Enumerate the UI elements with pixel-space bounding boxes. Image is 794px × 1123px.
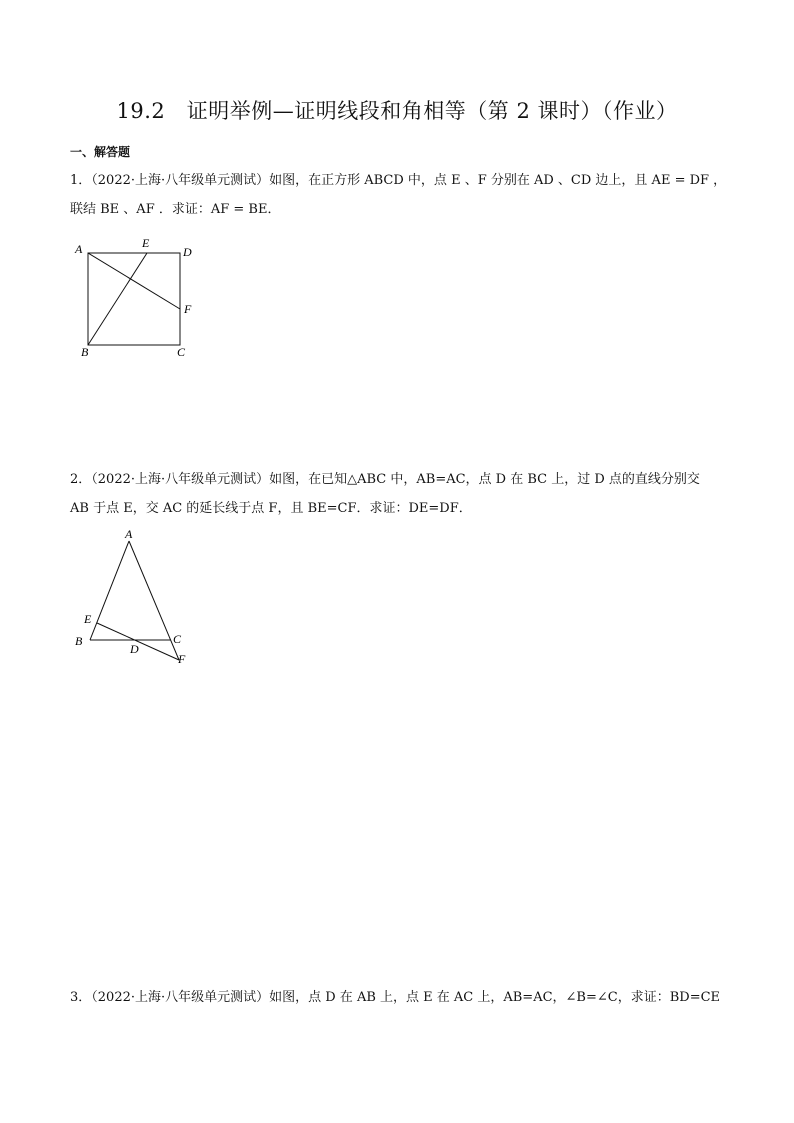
segment-af bbox=[88, 253, 180, 309]
question-1-line-2: 联结 BE 、AF ．求证：AF = BE． bbox=[70, 202, 281, 217]
page-title: 19.2 证明举例—证明线段和角相等（第 2 课时）（作业） bbox=[116, 99, 678, 123]
question-1 bbox=[70, 166, 730, 224]
label-c: C bbox=[177, 345, 186, 359]
question-3 bbox=[70, 983, 730, 1012]
label-f: F bbox=[184, 302, 192, 316]
label-a: A bbox=[125, 527, 133, 541]
figure-square-abcd bbox=[70, 236, 200, 361]
question-2-line-1: 2．（2022·上海·八年级单元测试）如图，在已知△ABC 中，AB=AC，点 D 在 BC 上，过 D 点的直线分别交 bbox=[70, 472, 700, 487]
label-c: C bbox=[173, 632, 182, 646]
label-d: D bbox=[183, 245, 192, 259]
label-b: B bbox=[81, 345, 89, 359]
question-2 bbox=[70, 465, 730, 523]
label-e: E bbox=[142, 236, 150, 250]
question-3-line-1: 3．（2022·上海·八年级单元测试）如图，点 D 在 AB 上，点 E 在 AC 上，AB=AC，∠B=∠C，求证：BD=CE bbox=[70, 990, 721, 1005]
label-e: E bbox=[84, 612, 92, 626]
square-abcd bbox=[88, 253, 180, 345]
label-d: D bbox=[130, 642, 139, 656]
segment-ab bbox=[90, 541, 129, 640]
question-2-line-2: AB 于点 E，交 AC 的延长线于点 F，且 BE=CF．求证：DE=DF． bbox=[70, 501, 472, 516]
section-heading: 一、解答题 bbox=[70, 145, 131, 159]
segment-be bbox=[88, 253, 147, 345]
label-a: A bbox=[75, 242, 83, 256]
label-f: F bbox=[178, 652, 186, 666]
figure-triangle-abc bbox=[70, 526, 200, 671]
label-b: B bbox=[75, 634, 83, 648]
question-1-line-1: 1．（2022·上海·八年级单元测试）如图，在正方形 ABCD 中，点 E 、F 分别在 AD 、CD 边上，且 AE = DF ， bbox=[70, 173, 727, 188]
